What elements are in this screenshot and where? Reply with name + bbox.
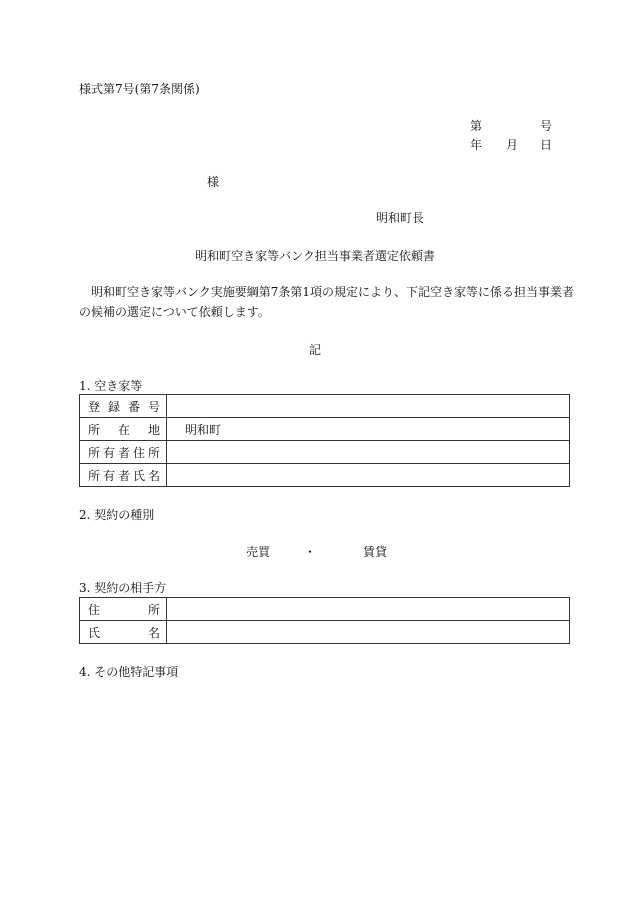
label-char: 名 [147,625,160,640]
number-dai: 第 [470,119,483,133]
label-char: 所 [88,445,101,460]
table-row [80,418,570,441]
document-title: 明和町空き家等バンク担当事業者選定依頼書 [195,249,435,263]
section1-heading: 1. 空き家等 [79,379,143,393]
row-value [167,441,570,464]
form-number: 様式第7号(第7条関係) [79,82,200,96]
number-go: 号 [540,119,553,133]
table-row [80,598,570,621]
label-char: 氏 [132,468,145,483]
property-table [79,394,570,487]
contract-type-sale: 売買 [246,545,271,559]
counterparty-table [79,597,570,644]
label-char: 住 [132,445,145,460]
label-char: 住 [88,602,101,617]
label-char: 所 [147,445,160,460]
section3-heading: 3. 契約の相手方 [79,581,167,595]
table-row [80,621,570,644]
date-year: 年 [470,138,483,152]
row-value [167,395,570,418]
row-value [167,464,570,487]
label-char: 在 [117,422,130,437]
section2-heading: 2. 契約の種別 [79,508,155,522]
label-char: 者 [117,445,130,460]
label-char: 号 [147,399,160,414]
row-label [80,621,167,644]
table-row [80,464,570,487]
contract-type-separator: ・ [304,545,317,559]
label-char: 登 [88,399,101,414]
addressee-honorific: 様 [207,175,220,189]
row-value: 明和町 [167,418,570,441]
label-char: 所 [147,602,160,617]
row-label [80,395,167,418]
body-text-line-1: 明和町空き家等バンク実施要綱第7条第1項の規定により、下記空き家等に係る担当事業者 [91,285,575,299]
body-text-line-2: の候補の選定について依頼します。 [79,305,270,319]
row-value [167,598,570,621]
contract-type-lease: 賃貸 [363,545,388,559]
label-char: 番 [127,399,140,414]
label-char: 所 [88,468,101,483]
label-char: 氏 [88,625,101,640]
sender-name: 明和町長 [376,211,425,225]
label-char: 名 [147,468,160,483]
row-label [80,598,167,621]
row-label [80,464,167,487]
date-day: 日 [540,138,553,152]
label-char: 有 [102,445,115,460]
section4-heading: 4. その他特記事項 [79,665,179,679]
table-row [80,441,570,464]
row-value [167,621,570,644]
row-label [80,418,167,441]
row-label [80,441,167,464]
label-char: 地 [147,422,160,437]
label-char: 録 [107,399,120,414]
table-row [80,395,570,418]
label-char: 有 [102,468,115,483]
ki-heading: 記 [308,343,321,357]
label-char: 者 [117,468,130,483]
label-char: 所 [88,422,101,437]
date-month: 月 [506,138,519,152]
